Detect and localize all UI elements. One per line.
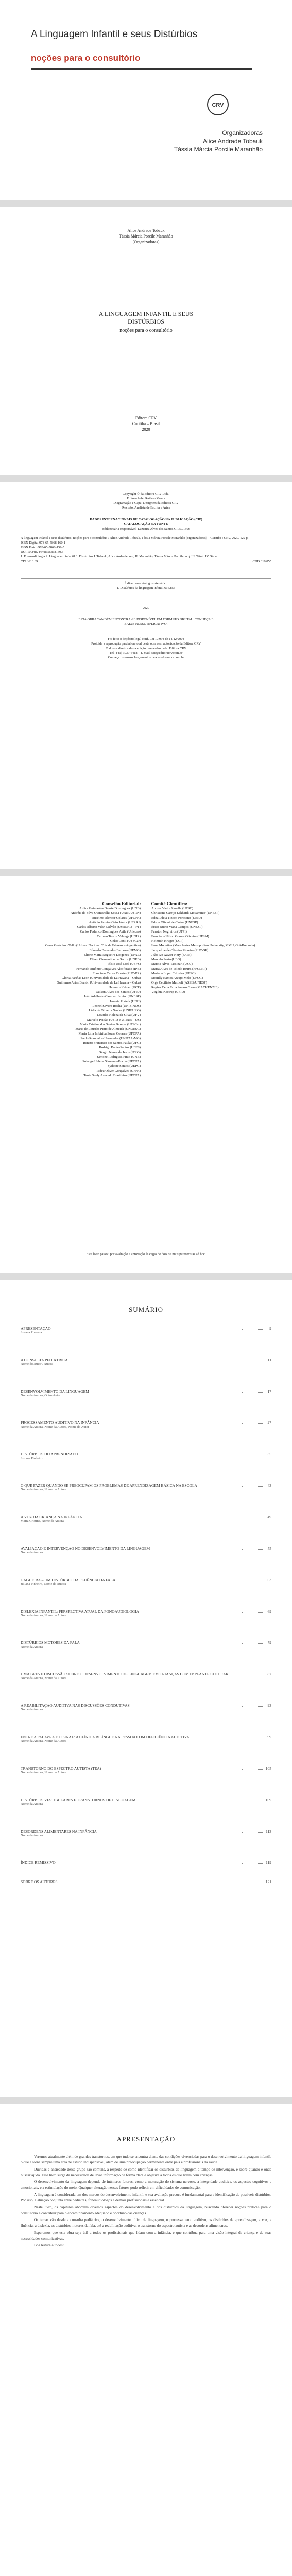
cover-page — [0, 0, 292, 200]
summary-entry[interactable] — [21, 1860, 271, 1865]
cip-title: DADOS INTERNACIONAIS DE CATALOGAÇÃO NA PUBLICAÇÃO (CIP) — [90, 518, 202, 521]
summary-entry-page: 17 — [267, 1389, 271, 1394]
legal-site: Todos os direitos desta edição reservados pela: Editora CRV — [106, 647, 186, 650]
cip-rule-bottom — [21, 578, 271, 579]
cip-cdu: CDU 616.89 — [21, 560, 38, 563]
cover-organizers-label: Organizadoras — [222, 129, 263, 137]
editorial-member: João Adalberto Campato Junior (UNESP) — [83, 995, 141, 998]
editorial-member: Andréia da Silva Quintanilha Sousa (UNIR/UFRN) — [70, 911, 141, 915]
summary-entry-author: Maria Cristina, Nome da Autora — [21, 1519, 64, 1523]
council-page — [0, 876, 292, 1273]
summary-entry-title: TRANSTORNO DO ESPECTRO AUTISTA (TEA) — [21, 1766, 101, 1771]
copyright-revision: Revisão: Analista de Escrita e Artes — [122, 506, 170, 510]
editorial-member: Maria de Lourdes Pinto de Almeida (UNOESC) — [75, 1027, 141, 1031]
cover-subtitle: noções para o consultório — [31, 53, 141, 63]
editorial-member: Élsio José Corá (UFFS) — [108, 962, 141, 966]
scientific-member: Helmuth Krüger (UCP) — [151, 939, 184, 943]
copyright-line: Copyright © da Editora CRV Ltda. — [123, 492, 169, 496]
cover-organizers — [118, 129, 263, 154]
summary-entry-title: A REABILITAÇÃO AUDITIVA NAS DISCUSSÕES CONDUTIVAS — [21, 1703, 130, 1708]
summary-entry[interactable] — [21, 1515, 271, 1519]
summary-entry-page: 69 — [267, 1609, 271, 1614]
cip-record — [21, 536, 271, 564]
cover-divider — [31, 68, 252, 70]
scientific-member: Edson Olivari de Castro (UNESP) — [151, 921, 198, 924]
editorial-member: Carlos Federico Dominguez Avila (Unieuro) — [80, 930, 141, 934]
editorial-council-list — [21, 906, 146, 1078]
page-separator — [0, 475, 292, 482]
editorial-member: Elizeu Clementino de Souza (UNEB) — [90, 958, 141, 961]
scientific-member: Christiane Carrijo Eckhardt Mouammar (UNESP) — [151, 911, 220, 915]
editorial-member: Francisco Carlos Duarte (PUC-PR) — [92, 972, 141, 975]
editorial-member: Carlos Alberto Vilar Estêvão (UMINHO – PT) — [77, 925, 141, 929]
scientific-member: Mariana Lopez Teixeira (UFSC) — [151, 972, 196, 975]
summary-entry-leader — [242, 1392, 263, 1393]
scientific-member: Edna Lúcia Tinoco Ponciano (UERJ) — [151, 916, 202, 920]
page-separator — [0, 869, 292, 876]
half-title-title: A LINGUAGEM INFANTIL E SEUS DISTÚRBIOS — [98, 310, 194, 325]
summary-entry-author: Nome da Autora, Nome da Autora — [21, 1614, 67, 1617]
scientific-committee-title: Comitê Científico: — [151, 901, 188, 906]
editorial-member: Fernando Antônio Gonçalves Alcoforado (IPB) — [76, 967, 141, 971]
summary-entry-author: Nome da Autora — [21, 1551, 43, 1554]
summary-entry[interactable] — [21, 1483, 271, 1488]
summary-entry[interactable] — [21, 1640, 271, 1645]
summary-entry-title: A VOZ DA CRIANÇA NA INFÂNCIA — [21, 1515, 82, 1519]
editorial-member: Anselmo Alencar Colares (UFOPA) — [92, 916, 141, 920]
editorial-member: Josania Portela (UFPI) — [109, 999, 141, 1003]
summary-entry-page: 35 — [267, 1452, 271, 1456]
summary-entry-title: DISTÚRBIOS VESTIBULARES E TRANSTORNOS DE LINGUAGEM — [21, 1798, 136, 1802]
editorial-member: Helmuth Krüger (UCP) — [108, 986, 141, 989]
summary-entry[interactable] — [21, 1672, 271, 1676]
editorial-member: Solange Helena Ximenes-Rocha (UFOPA) — [82, 1060, 141, 1063]
summary-entry-author: Nome da Autora, Outro Autor — [21, 1394, 61, 1397]
summary-entry-title: DISLEXIA INFANTIL: PERSPECTIVA ATUAL DA FONOAUDIOLOGIA — [21, 1609, 140, 1614]
summary-entry-title: ÍNDICE REMISSIVO — [21, 1860, 56, 1865]
index-block — [21, 581, 271, 590]
cip-isbn-print: ISBN Físico 978-65-5868-159-5 — [21, 546, 64, 549]
summary-list — [21, 1326, 271, 1899]
half-title-city: Curitiba – Brasil — [132, 421, 160, 426]
scientific-member: Érico Bruno Viana Campos (UNESP) — [151, 925, 203, 929]
summary-entry[interactable] — [21, 1326, 271, 1331]
half-title-year: 2020 — [142, 427, 150, 432]
editorial-member: Elione Maria Nogueira Diogenes (UFAL) — [83, 953, 141, 957]
cip-librarian: Bibliotecária responsável: Luzenira Alves dos Santos CRB9/1506 — [101, 527, 191, 531]
summary-entry-page: 93 — [267, 1703, 271, 1708]
half-title-organizer-2: Tássia Márcia Porcile Maranhão — [119, 234, 173, 239]
presentation-title: APRESENTAÇÃO — [116, 2135, 176, 2143]
scientific-member: Andrea Vieira Zanella (UFSC) — [151, 907, 193, 910]
cip-entry: A linguagem infantil e seus distúrbios: noções para o consultório / Alice Andrade Tobauk, Tássia Márcia Porcile Maranhão (organizadoras) – Curitiba : CRV, 2020. 122 p. — [21, 536, 249, 540]
summary-entry-title: AVALIAÇÃO E INTERVENÇÃO NO DESENVOLVIMENTO DA LINGUAGEM — [21, 1546, 150, 1551]
editorial-member: Maria Lília Imbiriba Sousa Colares (UFOPA) — [78, 1032, 141, 1036]
legal-deposit: Foi feito o depósito legal conf. Lei 10.994 de 14/12/2004 — [108, 637, 184, 641]
scientific-member: Francisco Nilton Gomes Oliveira (UFSM) — [151, 935, 209, 938]
summary-entry-page: 27 — [267, 1420, 271, 1425]
page-separator — [0, 2097, 292, 2104]
summary-entry-leader — [242, 1612, 263, 1613]
summary-entry-author: Nome da Autora, Nome da Autora — [21, 1676, 67, 1680]
index-title: Índice para catálogo sistemático — [124, 582, 168, 585]
copyright-page — [0, 482, 292, 869]
summary-entry-author: Nome da Autora, Nome da Autora — [21, 1488, 67, 1492]
summary-entry-author: Nome da Autora, Nome da Autora — [21, 1771, 67, 1774]
summary-entry-author: Nome da Autora, Nome da Autora, Nome do Autor — [21, 1425, 89, 1429]
council-footer: Este livro passou por avaliação e aprovação às cegas de dois ou mais pareceristas ad hoc. — [86, 1252, 206, 1256]
summary-entry-page: 121 — [265, 1879, 271, 1884]
editorial-member: Sydione Santos (UEPG) — [107, 1064, 141, 1068]
editorial-member: Rodrigo Pratte-Santos (UFES) — [99, 1046, 141, 1049]
scientific-committee-list — [146, 906, 272, 1078]
presentation-body — [21, 2154, 271, 2249]
editorial-member: Lídia de Oliveira Xavier (UNIEURO) — [89, 1009, 141, 1012]
editorial-member: Leonel Severo Rocha (UNISINOS) — [92, 1004, 141, 1008]
copyright-diagram: Diagramação e Capa: Designers da Editora CRV — [113, 501, 179, 505]
scientific-member: Maria Alves de Toledo Bruns (FFCLRP) — [151, 967, 207, 971]
summary-entry[interactable] — [21, 1420, 271, 1425]
summary-entry-page: 43 — [267, 1483, 271, 1488]
summary-entry[interactable] — [21, 1546, 271, 1551]
scientific-member: Fauston Negreiros (UFPI) — [151, 930, 187, 934]
half-title-organizers — [21, 228, 271, 245]
copyright-year: 2020 — [143, 606, 149, 610]
half-title-publisher: Editora CRV — [135, 416, 157, 420]
cover-organizer-2: Tássia Márcia Porcile Maranhão — [174, 146, 263, 153]
summary-entry-page: 55 — [267, 1546, 271, 1551]
page-separator — [0, 200, 292, 207]
scientific-member: Monilly Ramos Araujo Melo (UFCG) — [151, 976, 203, 980]
half-title-organizer-label: (Organizadoras) — [132, 240, 160, 244]
summary-entry-leader — [242, 1423, 263, 1424]
summary-entry[interactable] — [21, 1578, 271, 1582]
summary-entry-leader — [242, 1769, 263, 1770]
summary-entry-leader — [242, 1863, 263, 1864]
editorial-member: Aldira Guimarães Duarte Domínguez (UNB) — [79, 907, 141, 910]
council-table — [21, 902, 271, 1078]
summary-entry[interactable] — [21, 1879, 271, 1884]
editorial-member: Lourdes Helena da Silva (UFV) — [97, 1013, 141, 1017]
cip-subtitle: CATALOGAÇÃO NA FONTE — [124, 522, 168, 526]
half-title-imprint — [21, 415, 271, 432]
summary-entry-author: Nome da Autora — [21, 1645, 43, 1649]
crv-logo-icon — [206, 93, 230, 116]
scientific-member: Olga Ceciliato Mattioli (ASSIS/UNESP) — [151, 981, 207, 985]
summary-entry-leader — [242, 1549, 263, 1550]
editorial-council-title: Conselho Editorial: — [102, 901, 141, 906]
summary-entry[interactable] — [21, 1452, 271, 1456]
summary-entry-leader — [242, 1486, 263, 1487]
summary-entry-title: DISTÚRBIOS MOTORES DA FALA — [21, 1640, 80, 1645]
editorial-member: Tadeu Oliver Gonçalves (UFPA) — [96, 1069, 141, 1073]
summary-entry-title: SOBRE OS AUTORES — [21, 1879, 58, 1884]
summary-entry[interactable] — [21, 1829, 271, 1834]
summary-entry-author: Suzana Pinheiro — [21, 1456, 43, 1460]
summary-entry-author: Nome da Autora — [21, 1708, 43, 1711]
summary-entry-title: ENTRE A PALAVRA E O SINAL: A CLÍNICA BILÍNGUE NA PESSOA COM DEFICIÊNCIA AUDITIVA — [21, 1735, 190, 1739]
summary-entry-author: Nome da Autora, Nome da Autora — [21, 1739, 67, 1743]
presentation-paragraph: Boa leitura a todos! — [34, 2243, 64, 2248]
summary-entry-leader — [242, 1706, 263, 1707]
digital-notice: ESTA OBRA TAMBÉM ENCONTRA-SE DISPONÍVEL EM FORMATO DIGITAL. CONHEÇA E BAIXE NOSSO APLICATIVO! — [78, 618, 214, 626]
editorial-member: Cesar Gerónimo Tello (Univer. Nacional Três de Febrero – Argentina) — [45, 944, 141, 947]
summary-entry[interactable] — [21, 1798, 271, 1802]
cover-title: A Linguagem Infantil e seus Distúrbios — [31, 29, 198, 40]
summary-entry-title: DISTÚRBIOS DO APRENDIZADO — [21, 1452, 78, 1456]
editorial-member: Gloria Fariñas León (Universidade de La Havana – Cuba) — [61, 976, 141, 980]
summary-entry[interactable] — [21, 1766, 271, 1771]
legal-phone: Tel.: (41) 3039-6418 – E-mail: sac@editoracrv.com.br — [109, 651, 183, 655]
cip-header — [21, 517, 271, 531]
summary-entry-author: Nome da Autora — [21, 1802, 43, 1806]
presentation-paragraph: Veremos atualmente além de grandes transtornos, em que tudo se encontra diante das condições vivenciadas para o desenvolvimento da linguagem infantil, o que a torna sempre uma área de estudo indispensável, além de uma preocupação permanente entre pais e profissionais da saúde. — [21, 2154, 271, 2165]
scientific-member: João Ivo Xavier Nery (FAIR) — [151, 953, 192, 957]
summary-entry-page: 105 — [265, 1766, 271, 1771]
summary-entry-leader — [242, 1329, 263, 1330]
summary-entry-author: Juliana Pinheiro, Nome da Autora — [21, 1582, 66, 1586]
half-title-page — [0, 207, 292, 475]
editorial-member: Carmen Tereza Velanga (UNIR) — [97, 935, 141, 938]
summary-entry-title: GAGUEIRA – UM DISTÚRBIO DA FLUÊNCIA DA FALA — [21, 1578, 116, 1582]
half-title-subtitle: noções para o consultório — [119, 328, 173, 333]
summary-entry[interactable] — [21, 1358, 271, 1362]
page-separator — [0, 1273, 292, 1280]
index-line: 1. Distúrbios da linguagem infantil 616.855 — [116, 586, 176, 590]
summary-entry-title: DESENVOLVIMENTO DA LINGUAGEM — [21, 1389, 89, 1394]
summary-entry-page: 109 — [265, 1798, 271, 1802]
editorial-member: Paulo Romualdo Hernandes (UNIFAL-MG) — [80, 1037, 141, 1040]
summary-entry[interactable] — [21, 1609, 271, 1614]
cip-isbn-digital: ISBN Digital 978-65-5868-160-1 — [21, 541, 66, 545]
summary-entry-leader — [242, 1643, 263, 1644]
presentation-paragraph: A linguagem é considerada um dos marcos do desenvolvimento infantil, e sua avaliação precoce é fundamental para a identificação de possíveis distúrbios. Por isso, a atuação conjunta entre pediatras, fonoaudiólogos e demais profissionais é essencial. — [21, 2192, 271, 2203]
editorial-member: Antônio Pereira Gaio Júnior (UFRRJ) — [89, 921, 141, 924]
editorial-member: Eduardo Fernandes Barbosa (UFMG) — [89, 948, 141, 952]
summary-entry-page: 113 — [266, 1829, 271, 1834]
scientific-member: Virgínia Kastrup (UFRJ) — [151, 990, 185, 994]
editorial-member: Jailson Alves dos Santos (UFRJ) — [96, 990, 141, 994]
legal-block — [21, 637, 271, 660]
presentation-paragraph: Neste livro, os capítulos abordam diversos aspectos do desenvolvimento e dos distúrbios da linguagem, buscando oferecer noções práticas para o consultório e contribuir para o encaminhamento adequado e oportuno das crianças. — [21, 2205, 271, 2215]
editorial-member: Renato Francisco dos Santos Paula (UFG) — [83, 1041, 141, 1045]
summary-title: SUMÁRIO — [129, 1306, 163, 1313]
legal-rights: Proibida a reprodução parcial ou total desta obra sem autorização da Editora CRV — [91, 642, 201, 646]
summary-entry-author: Nome da Autora — [21, 1834, 43, 1837]
summary-entry-title: APRESENTAÇÃO — [21, 1326, 51, 1331]
copyright-editor: Editor-chefe: Railson Moura — [127, 497, 165, 500]
scientific-member: Regina Célia Faria Amaro Giora (MACKENZIE) — [151, 986, 219, 989]
scientific-member: Ilana Mountian (Manchester Metropolitan University, MMU, Grã-Bretanha) — [151, 944, 255, 947]
summary-entry-page: 119 — [266, 1860, 271, 1865]
summary-entry-page: 63 — [267, 1578, 271, 1582]
summary-entry-page: 9 — [269, 1326, 271, 1331]
presentation-page — [0, 2104, 292, 2576]
editorial-member: Celso Conti (UFSCar) — [110, 939, 141, 943]
cover-logo-text: CRV — [212, 102, 224, 108]
presentation-paragraph: Dúvidas e ansiedade desse grupo são comuns, a respeito de como identificar os distúrbios de linguagem a tempo de intervenção, e sobre quando e onde buscar ajuda. Este livro surge da necessidade de levar informação de forma clara e objetiva a todos os que lidam com crianças. — [21, 2166, 271, 2177]
scientific-member: Jacqueline de Oliveira Moreira (PUC-SP) — [151, 948, 209, 952]
editorial-member: Simone Rodrigues Pinto (UNB) — [97, 1055, 141, 1059]
summary-entry-title: A CONSULTA PEDIÁTRICA — [21, 1358, 68, 1362]
editorial-member: Tania Suely Azevedo Brasileiro (UFOPA) — [83, 1074, 141, 1077]
cip-doi: DOI 10.24824/978655868159.5 — [21, 550, 64, 554]
legal-web[interactable]: Conheça os nossos lançamentos: www.editoracrv.com.br — [108, 656, 184, 659]
cip-subjects: 1. Fonoaudiologia 2. Linguagem infantil 3. Distúrbios I. Tobauk, Alice Andrade. org. II. Maranhão, Tássia Márcia Porcile. org. III. Título IV. Série. — [21, 555, 218, 558]
summary-entry-title: PROCESSAMENTO AUDITIVO NA INFÂNCIA — [21, 1420, 99, 1425]
cip-cdd: CDD 616.855 — [252, 560, 271, 563]
summary-page — [0, 1280, 292, 2097]
summary-entry-leader — [242, 1832, 263, 1833]
editorial-member: Sérgio Nunes de Jesus (IFRO) — [99, 1050, 141, 1054]
summary-entry-author: Susana Pimenta — [21, 1331, 42, 1334]
editorial-member: Guillermo Arias Beatón (Universidade de La Havana – Cuba) — [57, 981, 141, 985]
summary-entry-page: 79 — [267, 1640, 271, 1645]
summary-entry-title: UMA BREVE DISCUSSÃO SOBRE O DESENVOLVIMENTO DE LINGUAGEM EM CRIANÇAS COM IMPLANTE COCLEAR — [21, 1672, 229, 1676]
summary-entry-page: 49 — [267, 1515, 271, 1519]
presentation-paragraph: Os temas vão desde a consulta pediátrica, o desenvolvimento típico da linguagem, o processamento auditivo, os distúrbios de aprendizagem, a voz, a fluência, a dislexia, os distúrbios motores da fala, até a reabilitação auditiva, o transtorno do espectro autista e as desordens alimentares. — [21, 2217, 271, 2228]
scientific-member: Marcelo Porto (UEG) — [151, 958, 181, 961]
summary-entry-title: O QUE FAZER QUANDO SE PREOCUPAM OS PROBLEMAS DE APRENDIZAGEM BÁSICA NA ESCOLA — [21, 1483, 197, 1488]
summary-entry[interactable] — [21, 1735, 271, 1739]
cover-organizer-1: Alice Andrade Tobauk — [203, 138, 263, 145]
presentation-paragraph: O desenvolvimento da linguagem depende de inúmeros fatores, como a maturação do sistema nervoso, a integridade auditiva, os aspectos cognitivos e emocionais, e a estimulação do meio. Qualquer alteração nesses fatores pode refletir em dificuldades de comunicação. — [21, 2179, 271, 2190]
summary-entry[interactable] — [21, 1703, 271, 1708]
summary-entry-author: Nome do Autor / Autora — [21, 1362, 54, 1366]
half-title-organizer-1: Alice Andrade Tobauk — [127, 228, 165, 233]
summary-entry[interactable] — [21, 1389, 271, 1394]
editorial-member: Maria Cristina dos Santos Bezerra (UFSCar) — [79, 1023, 141, 1026]
copyright-credits — [21, 492, 271, 510]
summary-entry-page: 11 — [267, 1358, 271, 1362]
editorial-member: Marcelo Paixão (UFRJ e UTexas – US) — [87, 1018, 141, 1022]
summary-entry-title: DESORDENS ALIMENTARES NA INFÂNCIA — [21, 1829, 97, 1834]
scientific-member: Marcia Alves Tassinari (USU) — [151, 962, 193, 966]
presentation-paragraph: Esperamos que esta obra seja útil a todos os profissionais que lidam com a infância, e que contribua para uma visão integral da criança e de suas necessidades comunicativas. — [21, 2230, 271, 2241]
summary-entry-page: 87 — [267, 1672, 271, 1676]
summary-entry-page: 99 — [267, 1735, 271, 1739]
